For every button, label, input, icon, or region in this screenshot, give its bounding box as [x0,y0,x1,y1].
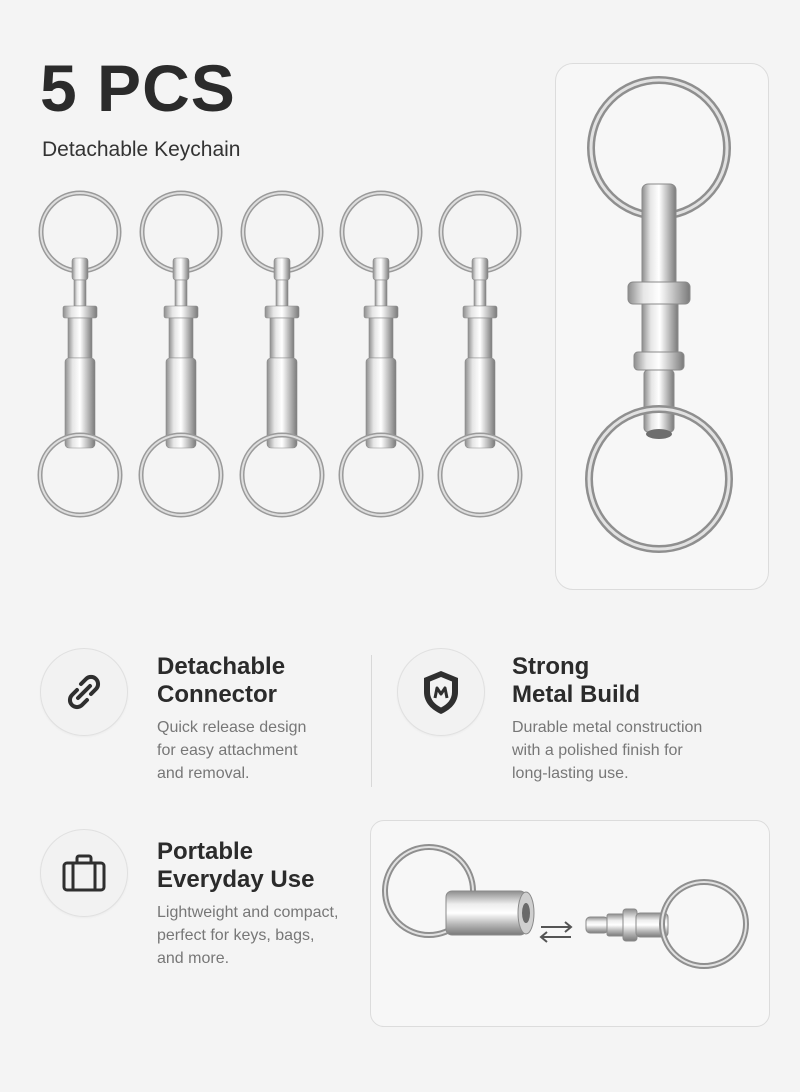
page-subtitle: Detachable Keychain [42,138,241,161]
detach-demo-card [370,820,770,1027]
keychain-set-image [30,180,530,530]
feature-icon-circle [397,648,485,736]
feature-description [157,901,387,970]
suitcase-icon [61,853,107,893]
feature-desc-line: perfect for keys, bags, [157,927,315,944]
feature-title [512,653,752,709]
link-icon [62,670,106,714]
feature-title-line: Everyday Use [157,866,315,893]
feature-description [157,716,387,785]
keychain-closeup-image [556,64,768,589]
feature-title [157,653,397,709]
feature-title-line: Portable [157,838,254,865]
swap-arrows-icon [541,922,571,942]
feature-description [512,716,772,785]
feature-desc-line: and more. [157,950,230,967]
feature-desc-line: and removal. [157,765,250,782]
feature-desc-line: with a polished finish for [512,742,683,759]
page-title: 5 PCS [40,51,236,125]
feature-icon-circle [40,648,128,736]
feature-title-line: Metal Build [512,681,641,708]
keychain-5 [440,193,520,515]
feature-desc-line: Durable metal construction [512,719,703,736]
feature-desc-line: long-lasting use. [512,765,629,782]
keychain-3 [242,193,322,515]
feature-title [157,838,397,894]
feature-title-line: Detachable [157,653,286,680]
feature-desc-line: for easy attachment [157,742,298,759]
shield-icon [419,668,463,716]
keychain-2 [141,193,221,515]
feature-title-line: Connector [157,681,277,708]
hero-product-card [555,63,769,590]
feature-divider [371,655,372,787]
feature-icon-circle [40,829,128,917]
feature-desc-line: Quick release design [157,719,307,736]
feature-title-line: Strong [512,653,590,680]
detach-demo-image [371,821,769,1026]
keychain-1 [40,193,120,515]
keychain-4 [341,193,421,515]
feature-desc-line: Lightweight and compact, [157,904,339,921]
